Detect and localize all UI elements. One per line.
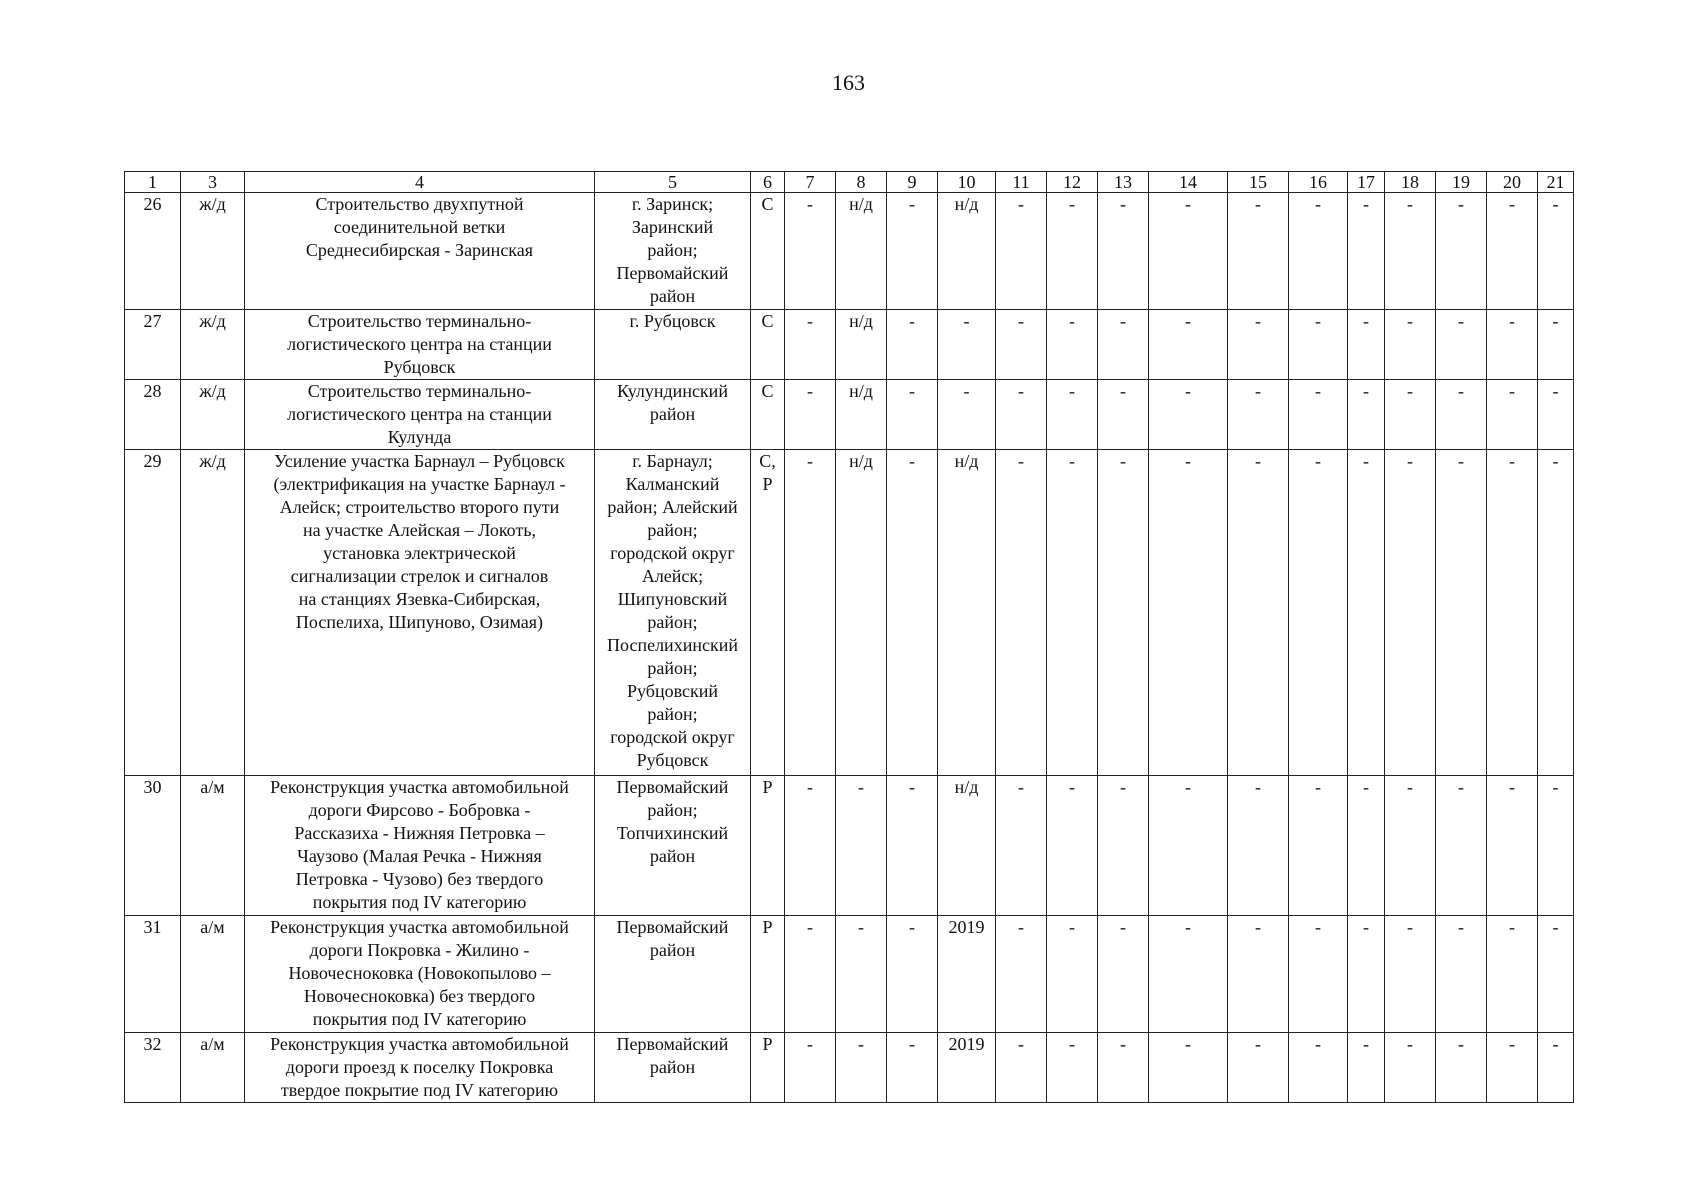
cell-col6: Р [751,916,785,1033]
header-cell: 15 [1228,172,1289,193]
cell-col10: - [938,380,996,450]
project-description: Реконструкция участка автомобильной дороги проезд к поселку Покровка твердое покрытие под IV категорию [245,1033,595,1103]
cell-col6: Р [751,1033,785,1103]
header-cell: 9 [887,172,938,193]
cell-col13: - [1098,193,1149,310]
project-description: Усиление участка Барнаул – Рубцовск (электрификация на участке Барнаул - Алейск; строительство второго пути на участке Алейская – Локоть, установка электрической сигнализации стрелок и сигналов на станциях Язевка-Сибирская, Поспелиха, Шипуново, Озимая) [245,450,595,776]
project-description: Реконструкция участка автомобильной дороги Покровка - Жилино - Новочесноковка (Новокопылово – Новочесноковка) без твердого покрытия под IV категорию [245,916,595,1033]
cell-col11: - [996,916,1047,1033]
cell-col11: - [996,380,1047,450]
cell-col12: - [1047,450,1098,776]
cell-col15: - [1228,776,1289,916]
cell-col13: - [1098,380,1149,450]
location: Первомайский район [595,916,751,1033]
transport-type: а/м [181,776,245,916]
table-row [125,776,1574,916]
cell-col13: - [1098,1033,1149,1103]
cell-col8: - [836,916,887,1033]
cell-col7: - [785,450,836,776]
cell-col19: - [1436,380,1487,450]
cell-col7: - [785,916,836,1033]
cell-col17: - [1348,380,1385,450]
header-cell: 11 [996,172,1047,193]
cell-col8: н/д [836,380,887,450]
cell-col20: - [1487,1033,1538,1103]
cell-col16: - [1289,916,1348,1033]
cell-col21: - [1538,916,1574,1033]
header-cell: 20 [1487,172,1538,193]
cell-col12: - [1047,776,1098,916]
cell-col19: - [1436,310,1487,380]
transport-type: ж/д [181,193,245,310]
cell-col19: - [1436,450,1487,776]
cell-col18: - [1385,380,1436,450]
cell-col6: С [751,193,785,310]
cell-col18: - [1385,776,1436,916]
row-number: 27 [125,310,181,380]
cell-col6: Р [751,776,785,916]
location: Кулундинский район [595,380,751,450]
header-cell: 12 [1047,172,1098,193]
location: г. Рубцовск [595,310,751,380]
row-number: 31 [125,916,181,1033]
cell-col20: - [1487,450,1538,776]
cell-col16: - [1289,1033,1348,1103]
cell-col14: - [1149,380,1228,450]
row-number: 32 [125,1033,181,1103]
cell-col8: - [836,776,887,916]
cell-col9: - [887,776,938,916]
header-cell: 6 [751,172,785,193]
location: Первомайский район [595,1033,751,1103]
cell-col21: - [1538,1033,1574,1103]
cell-col11: - [996,450,1047,776]
header-cell: 8 [836,172,887,193]
cell-col7: - [785,380,836,450]
cell-col15: - [1228,380,1289,450]
transport-type: ж/д [181,380,245,450]
cell-col12: - [1047,193,1098,310]
cell-col20: - [1487,916,1538,1033]
table-row [125,1033,1574,1103]
header-cell: 10 [938,172,996,193]
header-cell: 13 [1098,172,1149,193]
cell-col11: - [996,310,1047,380]
cell-col9: - [887,310,938,380]
cell-col11: - [996,193,1047,310]
table-row [125,310,1574,380]
header-cell: 19 [1436,172,1487,193]
location: г. Барнаул; Калманский район; Алейский район; городской округ Алейск; Шипуновский район; Поспелихинский район; Рубцовский район; городской округ Рубцовск [595,450,751,776]
cell-col19: - [1436,193,1487,310]
cell-col15: - [1228,916,1289,1033]
cell-col13: - [1098,776,1149,916]
cell-col20: - [1487,776,1538,916]
header-cell: 14 [1149,172,1228,193]
transport-type: а/м [181,1033,245,1103]
cell-col14: - [1149,776,1228,916]
table-row [125,193,1574,310]
cell-col16: - [1289,776,1348,916]
cell-col14: - [1149,310,1228,380]
cell-col10: 2019 [938,1033,996,1103]
header-cell: 18 [1385,172,1436,193]
cell-col13: - [1098,310,1149,380]
table-header-row [125,172,1574,193]
row-number: 30 [125,776,181,916]
cell-col16: - [1289,193,1348,310]
cell-col8: н/д [836,310,887,380]
cell-col15: - [1228,450,1289,776]
cell-col9: - [887,380,938,450]
cell-col14: - [1149,916,1228,1033]
project-description: Реконструкция участка автомобильной дороги Фирсово - Бобровка - Рассказиха - Нижняя Петровка – Чаузово (Малая Речка - Нижняя Петровка - Чузово) без твердого покрытия под IV категорию [245,776,595,916]
cell-col20: - [1487,380,1538,450]
cell-col13: - [1098,450,1149,776]
cell-col7: - [785,1033,836,1103]
cell-col9: - [887,1033,938,1103]
cell-col16: - [1289,380,1348,450]
cell-col18: - [1385,450,1436,776]
cell-col19: - [1436,1033,1487,1103]
cell-col21: - [1538,380,1574,450]
cell-col15: - [1228,1033,1289,1103]
cell-col7: - [785,310,836,380]
cell-col12: - [1047,380,1098,450]
header-cell: 5 [595,172,751,193]
project-description: Строительство терминально- логистического центра на станции Кулунда [245,380,595,450]
cell-col17: - [1348,193,1385,310]
cell-col8: н/д [836,193,887,310]
cell-col12: - [1047,310,1098,380]
cell-col7: - [785,776,836,916]
cell-col18: - [1385,916,1436,1033]
cell-col11: - [996,1033,1047,1103]
header-cell: 3 [181,172,245,193]
cell-col14: - [1149,1033,1228,1103]
cell-col8: - [836,1033,887,1103]
cell-col21: - [1538,310,1574,380]
cell-col20: - [1487,310,1538,380]
cell-col18: - [1385,1033,1436,1103]
cell-col6: С, Р [751,450,785,776]
header-cell: 17 [1348,172,1385,193]
cell-col12: - [1047,1033,1098,1103]
cell-col9: - [887,193,938,310]
cell-col17: - [1348,1033,1385,1103]
cell-col13: - [1098,916,1149,1033]
transport-type: ж/д [181,450,245,776]
cell-col10: н/д [938,450,996,776]
cell-col18: - [1385,193,1436,310]
cell-col17: - [1348,310,1385,380]
cell-col18: - [1385,310,1436,380]
table-row [125,450,1574,776]
header-cell: 1 [125,172,181,193]
table-row [125,916,1574,1033]
cell-col14: - [1149,450,1228,776]
transport-type: а/м [181,916,245,1033]
cell-col20: - [1487,193,1538,310]
cell-col10: н/д [938,776,996,916]
cell-col6: С [751,310,785,380]
cell-col17: - [1348,450,1385,776]
row-number: 26 [125,193,181,310]
cell-col15: - [1228,310,1289,380]
transport-type: ж/д [181,310,245,380]
cell-col16: - [1289,310,1348,380]
cell-col19: - [1436,916,1487,1033]
cell-col12: - [1047,916,1098,1033]
header-cell: 7 [785,172,836,193]
cell-col19: - [1436,776,1487,916]
cell-col10: - [938,310,996,380]
cell-col9: - [887,450,938,776]
cell-col11: - [996,776,1047,916]
cell-col10: н/д [938,193,996,310]
project-description: Строительство терминально- логистического центра на станции Рубцовск [245,310,595,380]
row-number: 28 [125,380,181,450]
cell-col17: - [1348,776,1385,916]
cell-col21: - [1538,776,1574,916]
cell-col21: - [1538,450,1574,776]
row-number: 29 [125,450,181,776]
cell-col10: 2019 [938,916,996,1033]
table-row [125,380,1574,450]
header-cell: 4 [245,172,595,193]
location: г. Заринск; Заринский район; Первомайский район [595,193,751,310]
projects-table [124,171,1574,1103]
location: Первомайский район; Топчихинский район [595,776,751,916]
cell-col9: - [887,916,938,1033]
header-cell: 16 [1289,172,1348,193]
cell-col14: - [1149,193,1228,310]
cell-col7: - [785,193,836,310]
cell-col15: - [1228,193,1289,310]
cell-col16: - [1289,450,1348,776]
cell-col6: С [751,380,785,450]
cell-col17: - [1348,916,1385,1033]
page-number: 163 [832,70,865,95]
cell-col8: н/д [836,450,887,776]
header-cell: 21 [1538,172,1574,193]
project-description: Строительство двухпутной соединительной ветки Среднесибирская - Заринская [245,193,595,310]
cell-col21: - [1538,193,1574,310]
